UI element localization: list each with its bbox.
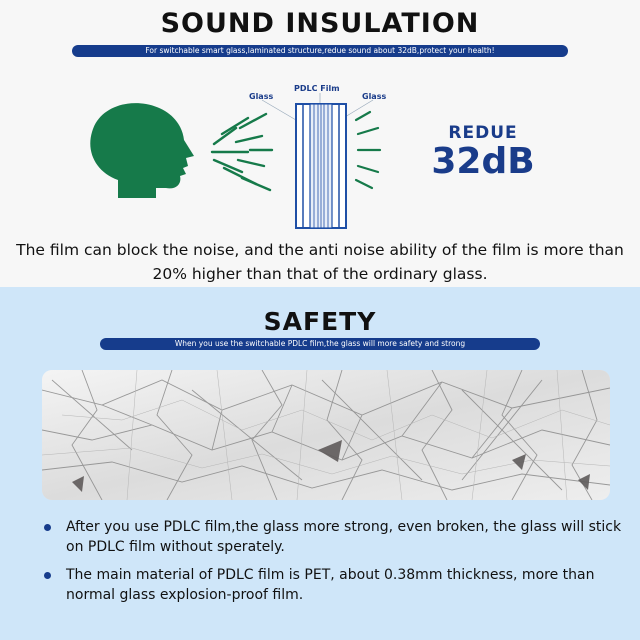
- sound-insulation-title: SOUND INSULATION: [160, 8, 480, 39]
- speaking-head-icon: [90, 103, 194, 198]
- safety-bullet-item: [40, 565, 630, 605]
- safety-bullet-text: The main material of PDLC film is PET, about 0.38mm thickness, more than normal glass explosion-proof film.: [66, 567, 595, 603]
- glass-right-label: Glass: [362, 92, 387, 101]
- bullet-dot-icon: [44, 572, 51, 579]
- sound-description: The film can block the noise, and the anti noise ability of the film is more than 20% higher than that of the ordinary glass.: [16, 241, 624, 283]
- reduction-label: REDUE: [448, 123, 518, 143]
- shattered-glass-icon: [42, 370, 610, 500]
- glass-layers-icon: [296, 104, 346, 228]
- glass-left-label: Glass: [249, 92, 274, 101]
- safety-title: SAFETY: [263, 307, 377, 336]
- safety-bullet-item: [40, 517, 630, 557]
- bullet-dot-icon: [44, 524, 51, 531]
- safety-subtitle: When you use the switchable PDLC film,the glass will more safety and strong: [100, 338, 540, 350]
- sound-waves-icon: [212, 114, 272, 190]
- reduced-waves-icon: [356, 112, 380, 188]
- shattered-glass-photo: [42, 370, 610, 500]
- safety-section: [0, 287, 640, 640]
- safety-bullet-list: [40, 517, 630, 613]
- sound-insulation-subtitle: For switchable smart glass,laminated structure,redue sound about 32dB,protect your health!: [72, 45, 568, 57]
- safety-bullet-text: After you use PDLC film,the glass more strong, even broken, the glass will stick on PDLC film without sperately.: [66, 519, 622, 555]
- reduction-value: 32dB: [431, 141, 535, 182]
- pdlc-film-label: PDLC Film: [294, 84, 340, 93]
- sound-insulation-section: [0, 0, 640, 287]
